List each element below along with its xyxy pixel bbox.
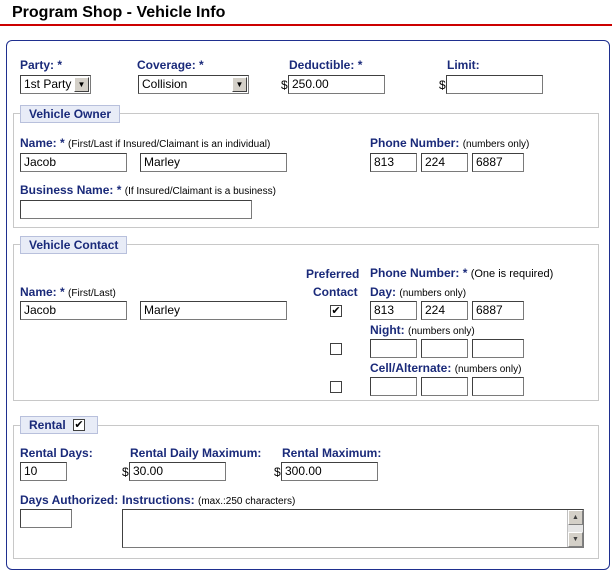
rental-checkbox[interactable]: ✔: [74, 419, 84, 431]
rental-legend: [20, 416, 98, 434]
days-authorized-input[interactable]: [20, 509, 72, 528]
vehicle-contact-legend: Vehicle Contact: [20, 236, 127, 254]
rental-max-input[interactable]: 300.00: [281, 462, 378, 481]
owner-phone-area-input[interactable]: 813: [370, 153, 417, 172]
day-phone-prefix-input[interactable]: 224: [421, 301, 468, 320]
rental-daily-max-label: Rental Daily Maximum:: [130, 446, 262, 460]
preferred-contact-label-1: Preferred: [306, 267, 360, 281]
night-preferred-checkbox[interactable]: [330, 343, 342, 355]
limit-input[interactable]: [446, 75, 543, 94]
cell-phone-label: Cell/Alternate: (numbers only): [370, 361, 522, 375]
rental-days-label: Rental Days:: [20, 446, 93, 460]
deductible-currency: $: [281, 78, 288, 92]
scroll-up-icon[interactable]: ▲: [568, 510, 583, 525]
night-phone-line-input[interactable]: [472, 339, 524, 358]
deductible-input[interactable]: 250.00: [288, 75, 385, 94]
rental-daily-max-currency: $: [122, 465, 129, 479]
night-phone-label: Night: (numbers only): [370, 323, 475, 337]
owner-phone-prefix-input[interactable]: 224: [421, 153, 468, 172]
contact-last-name-input[interactable]: Marley: [140, 301, 287, 320]
contact-first-name-input[interactable]: Jacob: [20, 301, 127, 320]
chevron-down-icon[interactable]: ▼: [74, 77, 89, 92]
night-phone-area-input[interactable]: [370, 339, 417, 358]
cell-preferred-checkbox[interactable]: [330, 381, 342, 393]
instructions-label: Instructions: (max.:250 characters): [122, 493, 296, 507]
day-phone-line-input[interactable]: 6887: [472, 301, 524, 320]
owner-last-name-input[interactable]: Marley: [140, 153, 287, 172]
rental-legend-label: Rental: [29, 418, 66, 432]
cell-phone-prefix-input[interactable]: [421, 377, 468, 396]
deductible-label: Deductible: *: [289, 58, 363, 72]
business-name-input[interactable]: [20, 200, 252, 219]
cell-phone-line-input[interactable]: [472, 377, 524, 396]
instructions-scrollbar[interactable]: [567, 510, 583, 547]
cell-phone-area-input[interactable]: [370, 377, 417, 396]
business-name-label: Business Name: * (If Insured/Claimant is a business): [20, 183, 276, 197]
page-title: Program Shop - Vehicle Info: [12, 4, 226, 21]
day-preferred-checkbox[interactable]: ✔: [331, 305, 341, 317]
instructions-textarea[interactable]: [122, 509, 584, 548]
contact-name-label: Name: * (First/Last): [20, 285, 116, 299]
chevron-down-icon[interactable]: ▼: [232, 77, 247, 92]
party-label: Party: *: [20, 58, 63, 72]
vehicle-owner-legend: Vehicle Owner: [20, 105, 120, 123]
rental-max-currency: $: [274, 465, 281, 479]
preferred-contact-label-2: Contact: [313, 285, 358, 299]
scroll-down-icon[interactable]: ▼: [568, 532, 583, 547]
coverage-select[interactable]: [138, 75, 249, 94]
days-authorized-label: Days Authorized:: [20, 493, 119, 507]
owner-phone-line-input[interactable]: 6887: [472, 153, 524, 172]
title-divider: [0, 24, 612, 26]
party-select-value: 1st Party: [24, 77, 72, 91]
day-phone-label: Day: (numbers only): [370, 285, 467, 299]
coverage-select-value: Collision: [142, 77, 188, 91]
night-phone-prefix-input[interactable]: [421, 339, 468, 358]
rental-daily-max-input[interactable]: 30.00: [129, 462, 226, 481]
limit-currency: $: [439, 78, 446, 92]
coverage-label: Coverage: *: [137, 58, 204, 72]
rental-days-input[interactable]: 10: [20, 462, 67, 481]
rental-max-label: Rental Maximum:: [282, 446, 382, 460]
day-phone-area-input[interactable]: 813: [370, 301, 417, 320]
party-select[interactable]: [20, 75, 91, 94]
limit-label: Limit:: [447, 58, 480, 72]
owner-first-name-input[interactable]: Jacob: [20, 153, 127, 172]
owner-phone-label: Phone Number: (numbers only): [370, 136, 530, 150]
contact-phone-label: Phone Number: * (One is required): [370, 266, 554, 280]
owner-name-label: Name: * (First/Last if Insured/Claimant is an individual): [20, 136, 271, 150]
